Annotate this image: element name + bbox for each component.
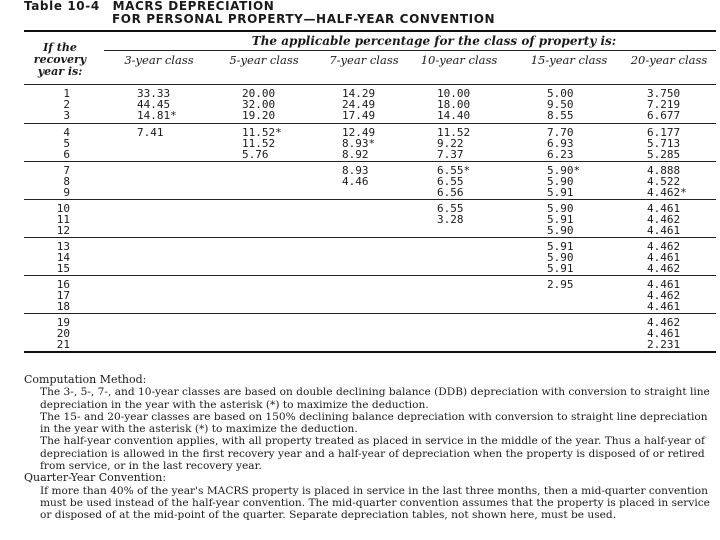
percentage-cell: 14.29 [342,87,376,100]
note-paragraph: The 3-, 5-, 7-, and 10-year classes are based on double declining balance (DDB) depreciation with conversion to straight line depreciation in the year with the asterisk (*) to maximize the deduction. [40,386,710,411]
row-group [24,275,716,313]
recovery-year-cell: 6 [63,148,70,161]
percentage-cell: 20.00 [242,87,276,100]
percentage-cell: 4.462* [647,186,687,199]
computation-heading: Computation Method: [24,373,147,386]
recovery-year-cell: 21 [56,338,70,351]
recovery-year-cell: 14 [56,251,70,264]
table-row [24,110,716,122]
quarter-heading: Quarter-Year Convention: [24,471,167,485]
percentage-cell: 24.49 [342,98,376,111]
table-row [24,301,716,313]
percentage-cell: 6.55 [437,202,464,215]
percentage-cell: 19.20 [242,109,276,122]
row-group [24,123,716,161]
stub-header [24,42,96,78]
percentage-cell: 6.55* [437,164,471,177]
table-body [24,85,716,351]
percentage-cell: 6.677 [647,109,681,122]
percentage-cell: 5.285 [647,148,681,161]
column-header: 20-year class [630,53,708,67]
percentage-cell: 4.461 [647,224,681,237]
title-text-1: MACRS DEPRECIATION [112,0,275,13]
percentage-cell: 2.231 [647,338,681,351]
recovery-year-cell: 17 [56,289,70,302]
percentage-cell: 4.888 [647,164,681,177]
bottom-rule [24,351,716,353]
percentage-cell: 33.33 [137,87,171,100]
recovery-year-cell: 18 [56,300,70,313]
recovery-year-cell: 5 [63,137,70,150]
recovery-year-cell: 1 [63,87,70,100]
note-paragraph: The 15- and 20-year classes are based on 150% declining balance depreciation with conversion to straight line depreciation in the year with the asterisk (*) to maximize the deduction. [40,410,708,436]
percentage-cell: 14.81* [137,109,177,122]
row-group [24,161,716,199]
row-group [24,85,716,123]
table-row [24,263,716,275]
percentage-cell: 5.76 [242,148,269,161]
percentage-cell: 5.90 [547,175,574,188]
percentage-cell: 4.462 [647,316,681,329]
percentage-cell: 18.00 [437,98,471,111]
percentage-cell: 7.37 [437,148,464,161]
stub-line: If the [43,41,77,54]
percentage-cell: 11.52 [242,137,276,150]
percentage-cell: 8.93* [342,137,376,150]
macrs-table [24,30,716,353]
recovery-year-cell: 10 [56,202,70,215]
percentage-cell: 4.461 [647,300,681,313]
percentage-cell: 6.23 [547,148,574,161]
row-group [24,237,716,275]
column-banner: The applicable percentage for the class of property is: [251,34,617,48]
recovery-year-cell: 15 [56,262,70,275]
percentage-cell: 4.461 [647,251,681,264]
percentage-cell: 3.28 [437,213,464,226]
table-header [24,32,716,84]
column-header: 5-year class [229,53,299,67]
percentage-cell: 3.750 [647,87,681,100]
percentage-cell: 7.41 [137,126,164,139]
notes-section [24,374,716,522]
title-line-2: FOR PERSONAL PROPERTY—HALF-YEAR CONVENTION [112,12,496,26]
table-title [24,0,714,26]
percentage-cell: 2.95 [547,278,574,291]
percentage-cell: 14.40 [437,109,471,122]
percentage-cell: 6.56 [437,186,464,199]
percentage-cell: 4.462 [647,262,681,275]
recovery-year-cell: 9 [63,186,70,199]
recovery-year-cell: 12 [56,224,70,237]
row-group [24,313,716,351]
note-paragraph: If more than 40% of the year's MACRS property is placed in service in the last three months, then a mid-quarter convention must be used instead of the half-year convention. The mid-quarter convention assumes that the property is placed in service or disposed of at the mid-point of the quarter. Separate depreciation tables, not shown here, must be used. [40,484,710,522]
recovery-year-cell: 3 [63,109,70,122]
percentage-cell: 5.90 [547,224,574,237]
percentage-cell: 17.49 [342,109,376,122]
column-header: 15-year class [530,53,608,67]
percentage-cell: 5.90 [547,202,574,215]
percentage-cell: 7.219 [647,98,681,111]
percentage-cell: 4.522 [647,175,681,188]
percentage-cell: 4.462 [647,213,681,226]
percentage-cell: 4.461 [647,327,681,340]
percentage-cell: 6.177 [647,126,681,139]
percentage-cell: 12.49 [342,126,376,139]
percentage-cell: 6.55 [437,175,464,188]
banner-rule [104,50,716,51]
note-paragraph: The half-year convention applies, with all property treated as placed in service in the middle of the year. Thus a half-year of depreciation is allowed in the first recovery year and a half-year of depreciation when the property is disposed of or retired from service, or in the last recovery year. [40,435,705,473]
percentage-cell: 8.55 [547,109,574,122]
column-header: 3-year class [124,53,194,67]
percentage-cell: 5.713 [647,137,681,150]
percentage-cell: 5.90 [547,251,574,264]
recovery-year-cell: 20 [56,327,70,340]
percentage-cell: 9.22 [437,137,464,150]
percentage-cell: 9.50 [547,98,574,111]
percentage-cell: 5.91 [547,186,574,199]
percentage-cell: 5.91 [547,240,574,253]
table-row [24,225,716,237]
table-row [24,187,716,199]
percentage-cell: 5.91 [547,213,574,226]
recovery-year-cell: 8 [63,175,70,188]
table-number: Table 10-4 [24,0,100,13]
recovery-year-cell: 7 [63,164,70,177]
percentage-cell: 32.00 [242,98,276,111]
percentage-cell: 11.52 [437,126,471,139]
percentage-cell: 4.461 [647,202,681,215]
percentage-cell: 6.93 [547,137,574,150]
stub-line: year is: [37,65,83,78]
percentage-cell: 5.00 [547,87,574,100]
percentage-cell: 4.461 [647,278,681,291]
percentage-cell: 4.46 [342,175,369,188]
percentage-cell: 10.00 [437,87,471,100]
recovery-year-cell: 11 [56,213,70,226]
percentage-cell: 5.90* [547,164,581,177]
percentage-cell: 5.91 [547,262,574,275]
column-header: 10-year class [420,53,498,67]
percentage-cell: 4.462 [647,289,681,302]
recovery-year-cell: 4 [63,126,70,139]
recovery-year-cell: 16 [56,278,70,291]
percentage-cell: 8.93 [342,164,369,177]
column-header: 7-year class [329,53,399,67]
recovery-year-cell: 13 [56,240,70,253]
row-group [24,199,716,237]
percentage-cell: 11.52* [242,126,282,139]
stub-line: recovery [33,53,87,66]
recovery-year-cell: 2 [63,98,70,111]
recovery-year-cell: 19 [56,316,70,329]
percentage-cell: 44.45 [137,98,171,111]
percentage-cell: 8.92 [342,148,369,161]
table-row [24,149,716,161]
table-row [24,339,716,351]
percentage-cell: 7.70 [547,126,574,139]
percentage-cell: 4.462 [647,240,681,253]
